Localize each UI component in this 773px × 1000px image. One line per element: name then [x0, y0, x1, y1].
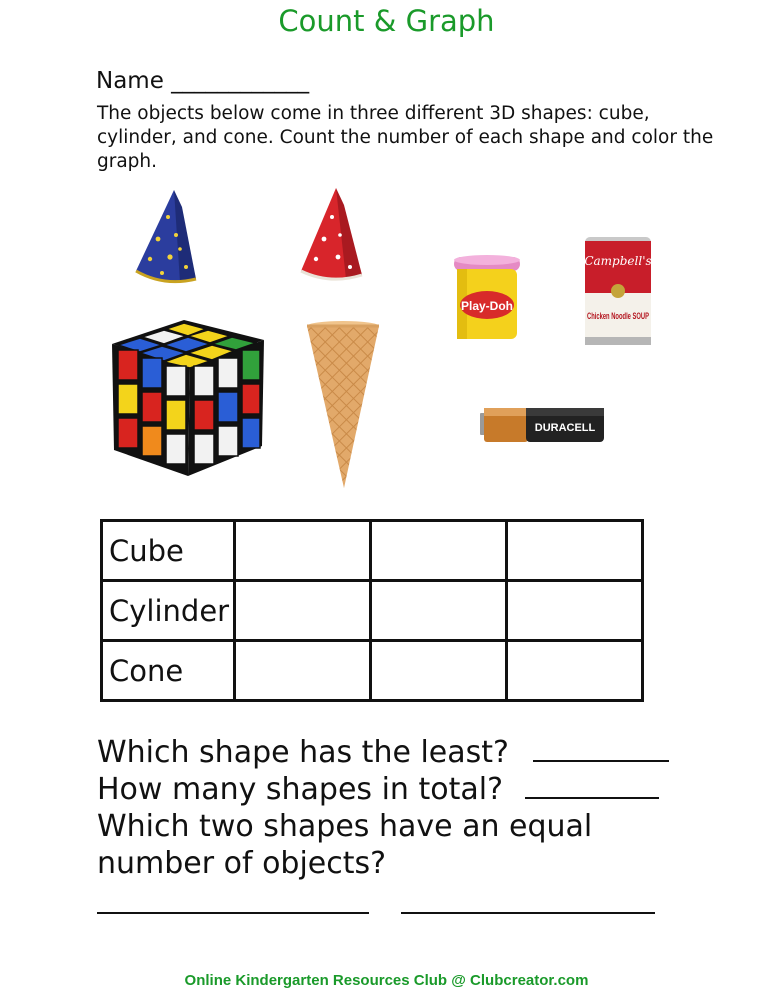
- row-label-cylinder: Cylinder: [102, 581, 235, 641]
- answer-blank-least[interactable]: [533, 734, 669, 762]
- graph-cell[interactable]: [235, 641, 371, 701]
- red-party-hat-image: [296, 185, 368, 285]
- answer-line-shape-1[interactable]: [97, 912, 369, 914]
- instructions-text: The objects below come in three different 3D shapes: cube, cylinder, and cone. Count the number of each shape and color the graph.: [97, 103, 714, 172]
- graph-cell[interactable]: [507, 641, 643, 701]
- rubiks-cube-image: [108, 318, 268, 478]
- soup-product-label: Chicken Noodle SOUP: [587, 311, 649, 321]
- battery-label: DURACELL: [534, 422, 596, 434]
- graph-cell[interactable]: [371, 581, 507, 641]
- page-title: Count & Graph: [278, 4, 495, 38]
- play-doh-label: Play-Doh: [460, 299, 514, 313]
- soup-brand-label: Campbell's: [584, 254, 652, 268]
- row-label-cube: Cube: [102, 521, 235, 581]
- table-row: [102, 581, 643, 641]
- bar-graph-table: [100, 519, 644, 702]
- graph-cell[interactable]: [507, 581, 643, 641]
- name-field[interactable]: Name ____________: [96, 68, 310, 94]
- question-least: [97, 734, 669, 771]
- graph-cell[interactable]: [235, 581, 371, 641]
- graph-cell[interactable]: [235, 521, 371, 581]
- answer-line-shape-2[interactable]: [401, 912, 655, 914]
- question-equal-line2: number of objects?: [97, 846, 387, 881]
- table-row: [102, 521, 643, 581]
- question-least-text: Which shape has the least?: [97, 735, 509, 770]
- soup-can-image: [582, 233, 654, 351]
- ice-cream-cone-image: [304, 320, 382, 492]
- play-doh-can-image: [451, 253, 523, 345]
- question-total: [97, 771, 659, 808]
- answer-blank-total[interactable]: [525, 771, 659, 799]
- graph-cell[interactable]: [507, 521, 643, 581]
- footer-credit: Online Kindergarten Resources Club @ Clubcreator.com: [184, 972, 589, 989]
- graph-cell[interactable]: [371, 641, 507, 701]
- table-row: [102, 641, 643, 701]
- battery-image: [478, 405, 608, 445]
- blue-party-hat-image: [130, 187, 202, 287]
- row-label-cone: Cone: [102, 641, 235, 701]
- question-total-text: How many shapes in total?: [97, 772, 503, 807]
- graph-cell[interactable]: [371, 521, 507, 581]
- question-equal-line1: Which two shapes have an equal: [97, 809, 593, 844]
